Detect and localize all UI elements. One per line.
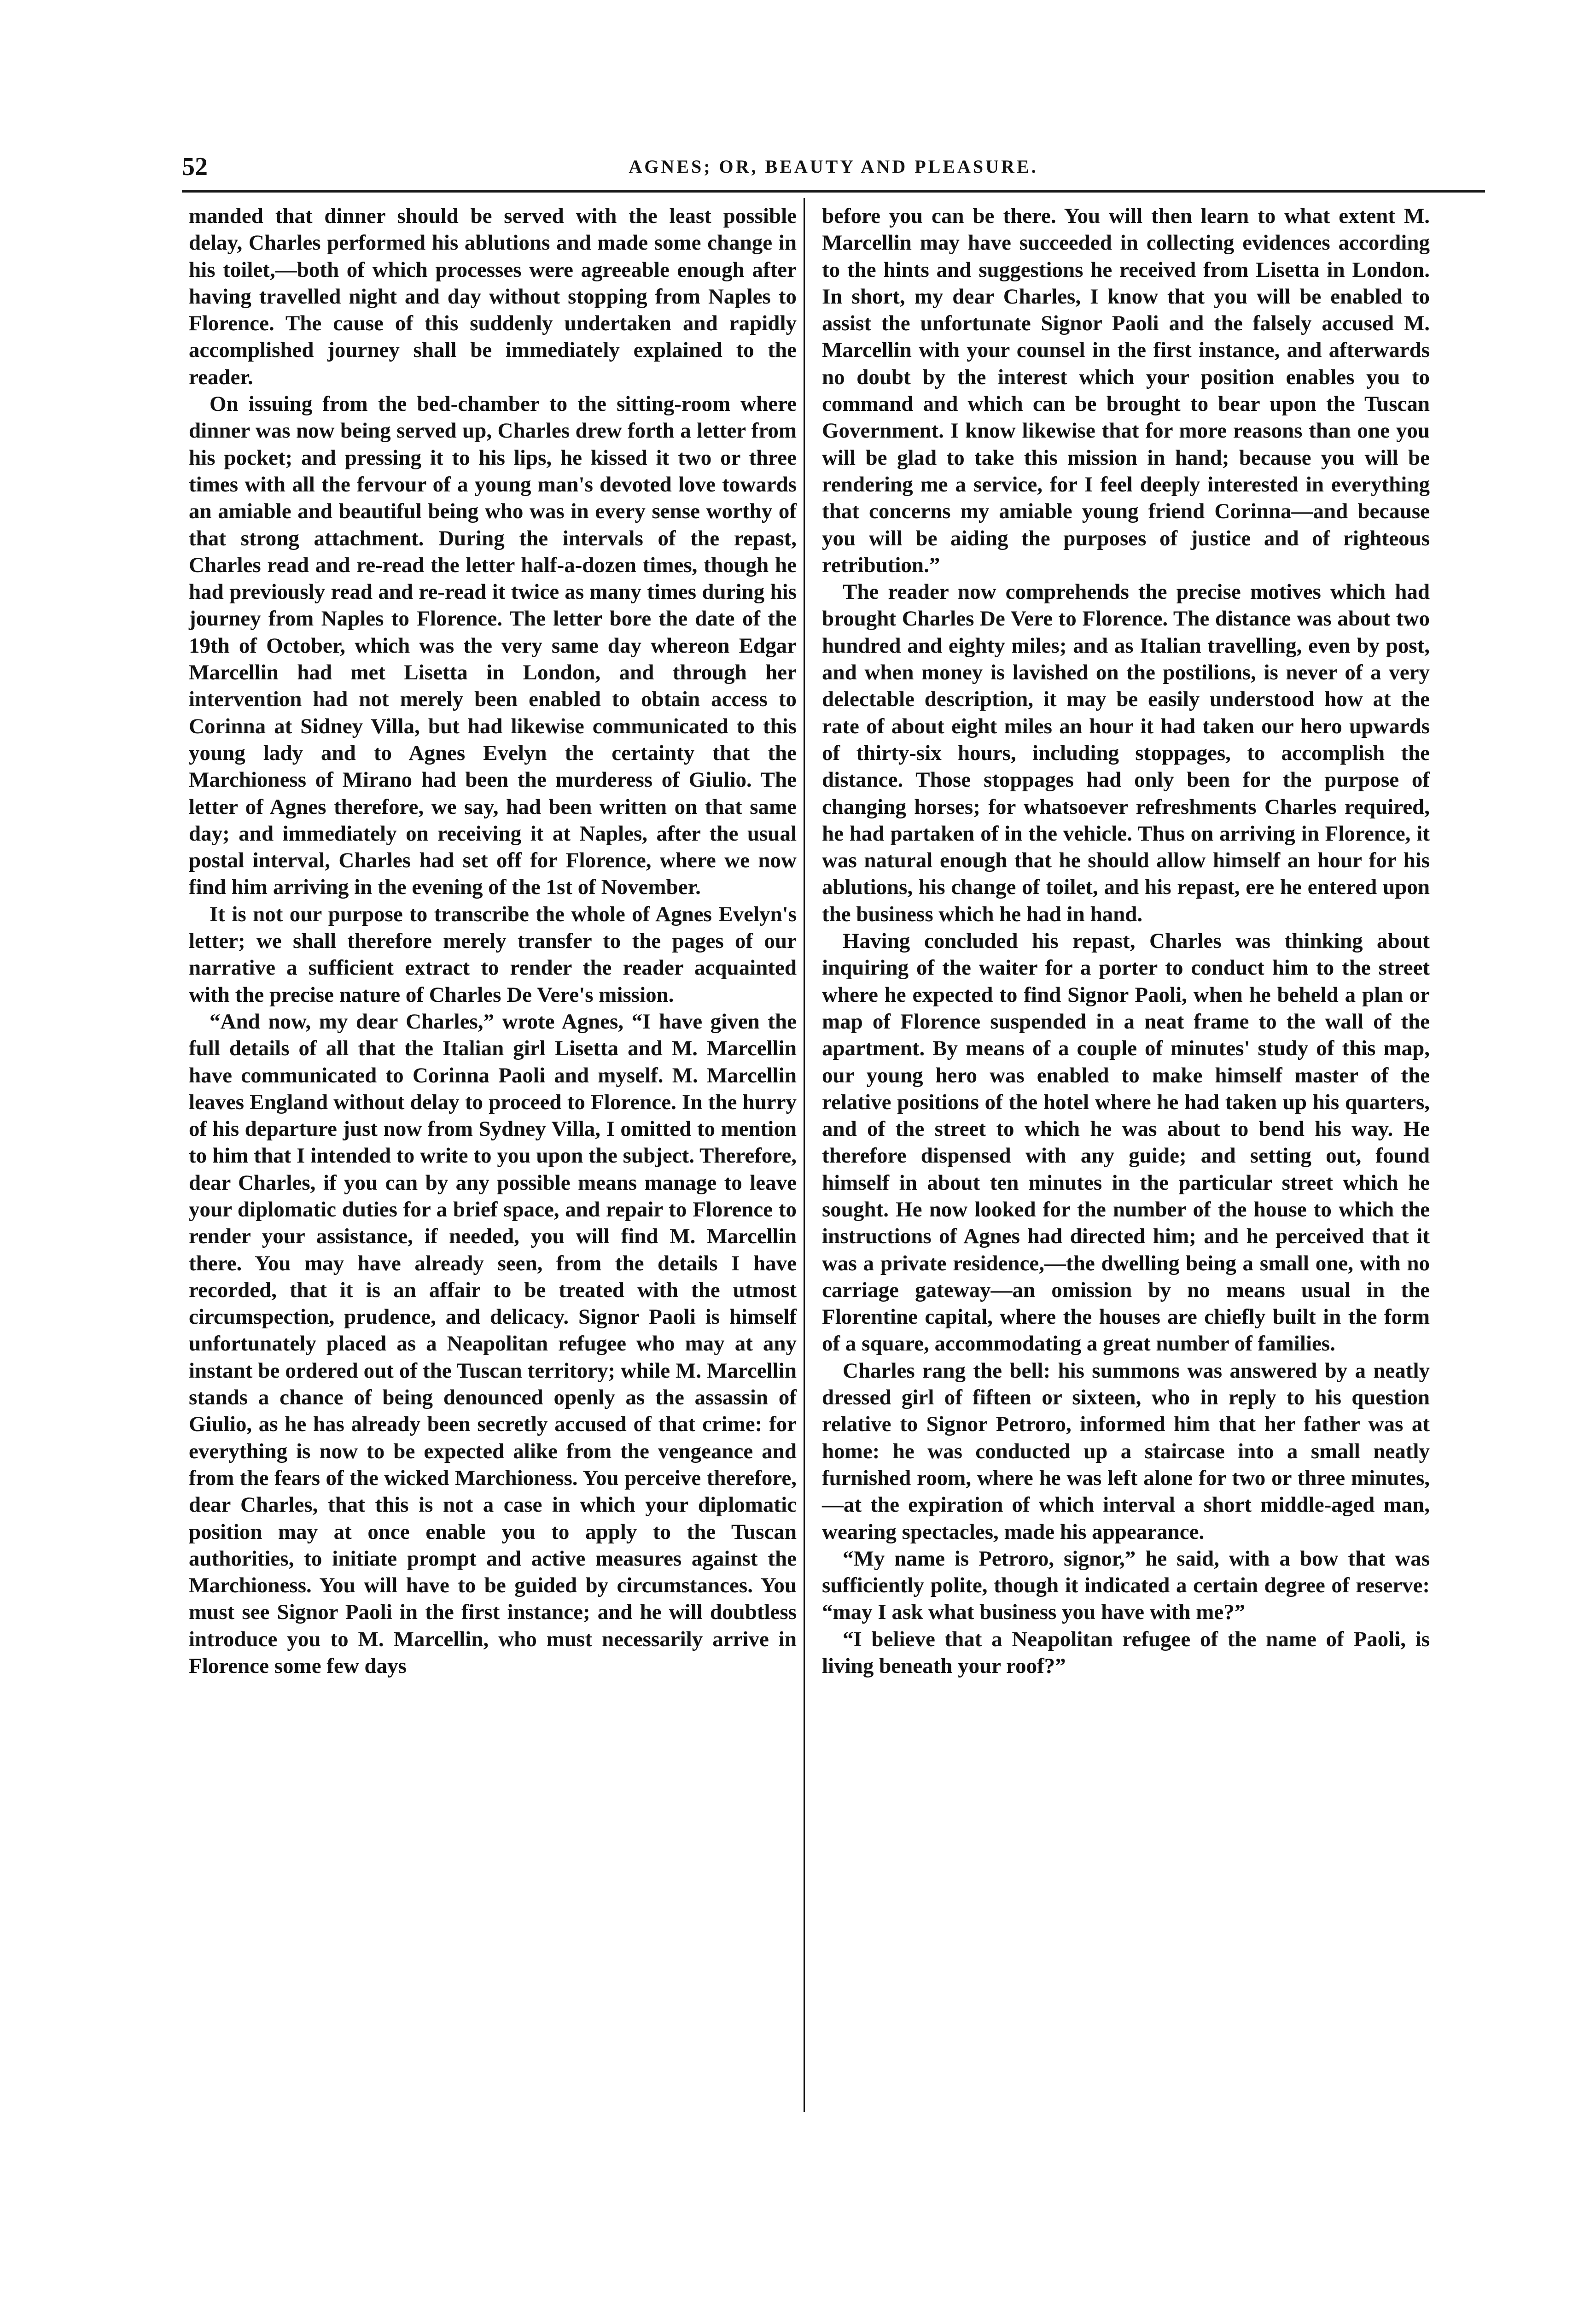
paragraph: “I believe that a Neapolitan refugee of the name of Paoli, is living beneath your roof?” bbox=[822, 1627, 1430, 1678]
header-rule bbox=[182, 190, 1485, 193]
column-divider bbox=[804, 198, 805, 2112]
paragraph: “And now, my dear Charles,” wrote Agnes, “I have given the full details of all that the Italian girl Lisetta and M. Marcellin have communicated to Corinna Paoli and myself. M. Marcellin leaves England without delay to proceed to Florence. In the hurry of his departure just now from Sydney Villa, I omitted to mention to him that I intended to write to you upon the subject. Therefore, dear Charles, if you can by any possible means manage to leave your diplomatic duties for a brief space, and repair to Florence to render your assistance, if needed, you will find M. Marcellin there. You may have already seen, from the details I have recorded, that it is an affair to be treated with the utmost circumspection, prudence, and delicacy. Signor Paoli is himself unfortunately placed as a Neapolitan refugee who may at any instant be ordered out of the Tuscan territory; while M. Marcellin stands a chance of being denounced openly as the assassin of Giulio, as he has already been secretly accused of that crime: for everything is now to be expected alike from the vengeance and from the fears of the wicked Marchioness. You perceive therefore, dear Charles, that this is not a case in which your diplomatic position may at once enable you to apply to the Tuscan authorities, to initiate prompt and active measures against the Marchioness. You will have to be guided by circumstances. You must see Signor Paoli in the first instance; and he will doubtless introduce you to M. Marcellin, who must necessarily arrive in Florence some few days bbox=[189, 1009, 797, 1678]
paragraph: The reader now comprehends the precise motives which had brought Charles De Vere to Florence. The distance was about two hundred and eighty miles; and as Italian travelling, even by post, and when money is lavished on the postilions, is never of a very delectable description, it may be easily understood how at the rate of about eight miles an hour it had taken our hero upwards of thirty-six hours, including stoppages, to accomplish the distance. Those stoppages had only been for the purpose of changing horses; for whatsoever refreshments Charles required, he had partaken of in the vehicle. Thus on arriving in Florence, it was natural enough that he should allow himself an hour for his ablutions, his change of toilet, and his repast, ere he entered upon the business which he had in hand. bbox=[822, 580, 1430, 926]
paragraph: On issuing from the bed-chamber to the sitting-room where dinner was now being served up, Charles drew forth a letter from his pocket; and pressing it to his lips, he kissed it two or three times with all the fervour of a young man's devoted love towards an amiable and beautiful being who was in every sense worthy of that strong attachment. During the intervals of the repast, Charles read and re-read the letter half-a-dozen times, though he had previously read and re-read it twice as many times during his journey from Naples to Florence. The letter bore the date of the 19th of October, which was the very same day whereon Edgar Marcellin had met Lisetta in London, and through her intervention had not merely been enabled to obtain access to Corinna at Sidney Villa, but had likewise communicated to this young lady and to Agnes Evelyn the certainty that the Marchioness of Mirano had been the murderess of Giulio. The letter of Agnes therefore, we say, had been written on that same day; and immediately on receiving it at Naples, after the usual postal interval, Charles had set off for Florence, where we now find him arriving in the evening of the 1st of November. bbox=[189, 392, 797, 900]
paragraph: Charles rang the bell: his summons was answered by a neatly dressed girl of fifteen or sixteen, who in reply to his question relative to Signor Petroro, informed him that her father was at home: he was conducted up a staircase into a small neatly furnished room, where he was left alone for two or three minutes,—at the expiration of which interval a short middle-aged man, wearing spectacles, made his appearance. bbox=[822, 1358, 1430, 1544]
page-number: 52 bbox=[182, 152, 208, 181]
paragraph: “My name is Petroro, signor,” he said, with a bow that was sufficiently polite, though it indicated a certain degree of reserve: “may I ask what business you have with me?” bbox=[822, 1546, 1430, 1625]
paragraph: before you can be there. You will then learn to what extent M. Marcellin may have succeeded in collecting evidences according to the hints and suggestions he received from Lisetta in London. In short, my dear Charles, I know that you will be enabled to assist the unfortunate Signor Paoli and the falsely accused M. Marcellin with your counsel in the first instance, and afterwards no doubt by the interest which your position enables you to command and which can be brought to bear upon the Tuscan Government. I know likewise that for more reasons than one you will be glad to take this mission in hand; because you will be rendering me a service, for I feel deeply interested in everything that concerns my amiable young friend Corinna—and because you will be aiding the purposes of justice and of righteous retribution.” bbox=[822, 204, 1430, 577]
running-title: AGNES; OR, BEAUTY AND PLEASURE. bbox=[629, 156, 1038, 177]
right-column bbox=[822, 203, 1430, 1679]
left-column bbox=[189, 203, 797, 1679]
page-header bbox=[182, 152, 1485, 184]
paragraph: It is not our purpose to transcribe the whole of Agnes Evelyn's letter; we shall therefore merely transfer to the pages of our narrative a sufficient extract to render the reader acquainted with the precise nature of Charles De Vere's mission. bbox=[189, 902, 797, 1007]
paragraph: manded that dinner should be served with the least possible delay, Charles performed his ablutions and made some change in his toilet,—both of which processes were agreeable enough after having travelled night and day without stopping from Naples to Florence. The cause of this suddenly undertaken and rapidly accomplished journey shall be immediately explained to the reader. bbox=[189, 204, 797, 389]
paragraph: Having concluded his repast, Charles was thinking about inquiring of the waiter for a porter to conduct him to the street where he expected to find Signor Paoli, when he beheld a plan or map of Florence suspended in a neat frame to the wall of the apartment. By means of a couple of minutes' study of this map, our young hero was enabled to make himself master of the relative positions of the hotel where he had taken up his quarters, and of the street to which he was about to bend his way. He therefore dispensed with any guide; and setting out, found himself in about ten minutes in the particular street which he sought. He now looked for the number of the house to which the instructions of Agnes had directed him; and he perceived that it was a private residence,—the dwelling being a small one, with no carriage gateway—an omission by no means usual in the Florentine capital, where the houses are chiefly built in the form of a square, accommodating a great number of families. bbox=[822, 929, 1430, 1356]
